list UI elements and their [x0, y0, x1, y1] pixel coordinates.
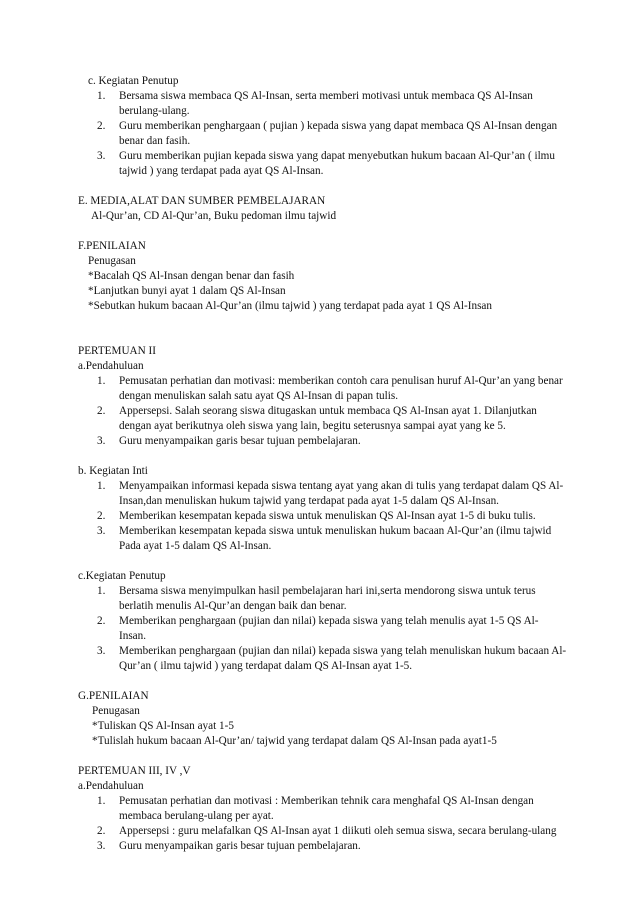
- document-page: [78, 74, 568, 854]
- penilaian-line: *Tulislah hukum bacaan Al-Qur’an/ tajwid yang terdapat dalam QS Al-Insan pada ayat1-5: [92, 735, 497, 747]
- list-item: [78, 404, 568, 434]
- list-text: Memberikan kesempatan kepada siswa untuk menuliskan QS Al-Insan ayat 1-5 di buku tulis.: [119, 510, 536, 522]
- penilaian-line: *Bacalah QS Al-Insan dengan benar dan fasih: [88, 270, 295, 282]
- numbered-list: [78, 794, 568, 854]
- list-number: 1.: [97, 585, 106, 597]
- list-text: Appersepsi : guru melafalkan QS Al-Insan ayat 1 diikuti oleh semua siswa, secara berulang-ulang: [119, 825, 557, 837]
- numbered-list: [78, 584, 568, 674]
- section-title: F.PENILAIAN: [78, 240, 146, 252]
- list-item: [78, 794, 568, 824]
- list-text: Bersama siswa menyimpulkan hasil pembelajaran hari ini,serta mendorong siswa untuk terus berlatih menulis Al-Qur’an dengan baik dan benar.: [119, 585, 536, 612]
- list-item: [78, 839, 568, 854]
- section-pertemuan-2: [78, 344, 568, 674]
- section-title: PERTEMUAN II: [78, 345, 156, 357]
- list-number: 3.: [97, 525, 106, 537]
- numbered-list: [78, 479, 568, 554]
- list-item: [78, 89, 568, 119]
- penilaian-line: *Lanjutkan bunyi ayat 1 dalam QS Al-Insan: [88, 285, 286, 297]
- section-penilaian-g: [78, 689, 568, 749]
- list-number: 3.: [97, 150, 106, 162]
- subsection-title: c.Kegiatan Penutup: [78, 570, 166, 582]
- penilaian-line: *Tuliskan QS Al-Insan ayat 1-5: [92, 720, 234, 732]
- penilaian-line: Penugasan: [88, 255, 136, 267]
- subsection-title: a.Pendahuluan: [78, 360, 144, 372]
- list-number: 2.: [97, 825, 106, 837]
- section-title: E. MEDIA,ALAT DAN SUMBER PEMBELAJARAN: [78, 195, 326, 207]
- list-number: 2.: [97, 405, 106, 417]
- section-title: c. Kegiatan Penutup: [88, 75, 179, 87]
- section-title: G.PENILAIAN: [78, 690, 149, 702]
- list-text: Pemusatan perhatian dan motivasi : Memberikan tehnik cara menghafal QS Al-Insan dengan membaca berulang-ulang per ayat.: [119, 795, 534, 822]
- penilaian-line: *Sebutkan hukum bacaan Al-Qur’an (ilmu tajwid ) yang terdapat pada ayat 1 QS Al-Insan: [88, 300, 492, 312]
- penilaian-line: Penugasan: [92, 705, 140, 717]
- list-number: 2.: [97, 120, 106, 132]
- list-text: Guru menyampaikan garis besar tujuan pembelajaran.: [119, 840, 361, 852]
- section-kegiatan-penutup-1: [78, 74, 568, 179]
- section-title: PERTEMUAN III, IV ,V: [78, 765, 191, 777]
- list-text: Guru memberikan penghargaan ( pujian ) kepada siswa yang dapat membaca QS Al-Insan dengan benar dan fasih.: [119, 120, 558, 147]
- list-text: Guru memberikan pujian kepada siswa yang dapat menyebutkan hukum bacaan Al-Qur’an ( ilmu tajwid ) yang terdapat pada ayat QS Al-Insan.: [119, 150, 555, 177]
- list-item: [78, 149, 568, 179]
- numbered-list: [78, 89, 568, 179]
- list-text: Bersama siswa membaca QS Al-Insan, serta memberi motivasi untuk membaca QS Al-Insan berulang-ulang.: [119, 90, 533, 117]
- numbered-list: [78, 374, 568, 449]
- section-media: [78, 194, 568, 224]
- subsection-title: b. Kegiatan Inti: [78, 465, 148, 477]
- list-item: [78, 614, 568, 644]
- list-text: Appersepsi. Salah seorang siswa ditugaskan untuk membaca QS Al-Insan ayat 1. Dilanjutkan dengan ayat berikutnya oleh siswa yang lain, begitu seterusnya sampai ayat yang ke 5.: [119, 405, 537, 432]
- list-text: Pemusatan perhatian dan motivasi: memberikan contoh cara penulisan huruf Al-Qur’an yang benar dengan menuliskan salah satu ayat QS Al-Insan di papan tulis.: [119, 375, 563, 402]
- list-item: [78, 479, 568, 509]
- list-item: [78, 644, 568, 674]
- list-number: 3.: [97, 435, 106, 447]
- list-number: 2.: [97, 615, 106, 627]
- list-number: 3.: [97, 645, 106, 657]
- list-number: 1.: [97, 375, 106, 387]
- list-number: 3.: [97, 840, 106, 852]
- list-number: 1.: [97, 480, 106, 492]
- list-text: Memberikan kesempatan kepada siswa untuk menuliskan hukum bacaan Al-Qur’an (ilmu tajwid Pada ayat 1-5 dalam QS Al-Insan.: [119, 525, 552, 552]
- list-text: Memberikan penghargaan (pujian dan nilai) kepada siswa yang telah menuliskan hukum bacaan Al-Qur’an ( ilmu tajwid ) yang terdapat dalam QS Al-Insan ayat 1-5.: [119, 645, 567, 672]
- list-number: 1.: [97, 795, 106, 807]
- list-item: [78, 524, 568, 554]
- list-text: Memberikan penghargaan (pujian dan nilai) kepada siswa yang telah menulis ayat 1-5 QS Al- Insan.: [119, 615, 539, 642]
- list-text: Guru menyampaikan garis besar tujuan pembelajaran.: [119, 435, 361, 447]
- section-penilaian-f: [78, 239, 568, 314]
- list-text: Menyampaikan informasi kepada siswa tentang ayat yang akan di tulis yang terdapat dalam QS Al-Insan,dan menuliskan hukum tajwid yang terdapat pada ayat 1-5 dalam QS Al-Insan.: [119, 480, 564, 507]
- list-item: [78, 509, 568, 524]
- list-number: 2.: [97, 510, 106, 522]
- list-item: [78, 374, 568, 404]
- list-item: [78, 119, 568, 149]
- subsection-title: a.Pendahuluan: [78, 780, 144, 792]
- list-item: [78, 434, 568, 449]
- section-pertemuan-3: [78, 764, 568, 854]
- list-number: 1.: [97, 90, 106, 102]
- list-item: [78, 824, 568, 839]
- media-text: Al-Qur’an, CD Al-Qur’an, Buku pedoman ilmu tajwid: [91, 210, 337, 222]
- list-item: [78, 584, 568, 614]
